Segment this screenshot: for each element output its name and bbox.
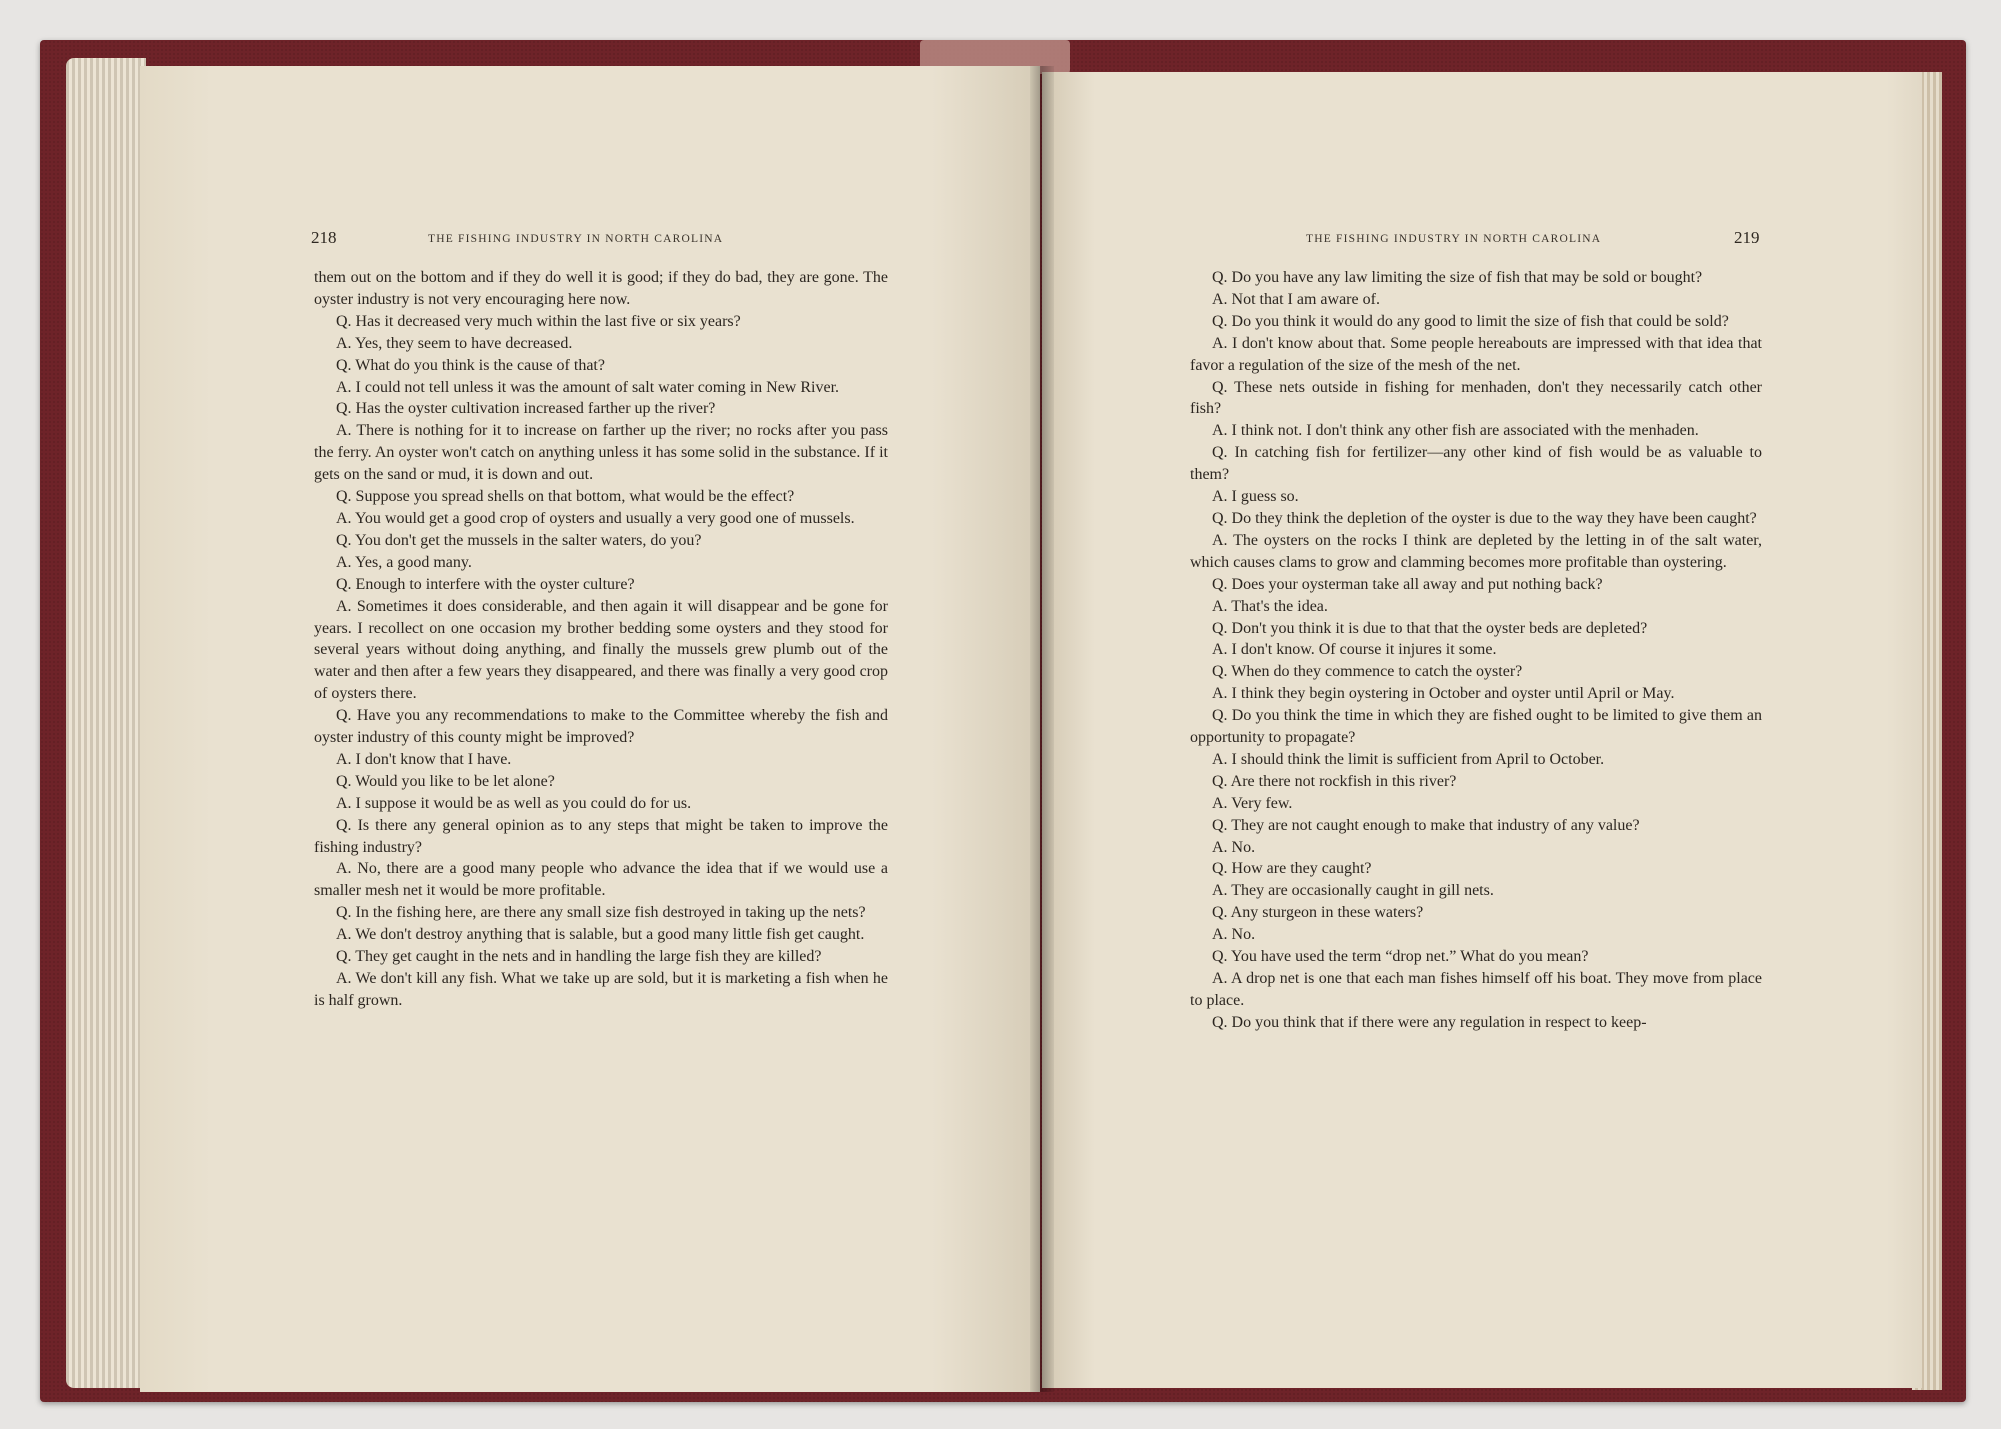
- gutter-shadow: [1030, 66, 1054, 1392]
- paragraph: A. Yes, a good many.: [336, 553, 472, 571]
- left-fore-edge: [66, 58, 146, 1388]
- paragraph: A. I should think the limit is sufficient from April to October.: [1212, 750, 1605, 768]
- paragraph: Q. Does your oysterman take all away and put nothing back?: [1212, 575, 1603, 593]
- paragraph: Q. You have used the term “drop net.” What do you mean?: [1212, 948, 1589, 966]
- right-page-text: [1190, 267, 1762, 1034]
- paragraph: Q. Are there not rockfish in this river?: [1212, 772, 1457, 790]
- paragraph: A. They are occasionally caught in gill nets.: [1212, 882, 1494, 900]
- paragraph: Q. They get caught in the nets and in handling the large fish they are killed?: [336, 948, 822, 966]
- paragraph: Q. Do you think it would do any good to limit the size of fish that could be sold?: [1212, 312, 1729, 330]
- paragraph: A. I think not. I don't think any other fish are associated with the menhaden.: [1212, 422, 1699, 440]
- paragraph: Q. Enough to interfere with the oyster culture?: [336, 575, 635, 593]
- paragraph: Q. Do they think the depletion of the oyster is due to the way they have been caught?: [1212, 509, 1757, 527]
- paragraph: Q. Has it decreased very much within the last five or six years?: [336, 312, 741, 330]
- paragraph: Q. Do you think that if there were any regulation in respect to keep-: [1212, 1013, 1647, 1031]
- paragraph: Q. You don't get the mussels in the salter waters, do you?: [336, 531, 702, 549]
- paragraph: them out on the bottom and if they do well it is good; if they do bad, they are gone. The oyster industry is not very encouraging here now.: [314, 269, 888, 308]
- paragraph: A. That's the idea.: [1212, 597, 1328, 615]
- left-page-number: 218: [311, 228, 337, 247]
- paragraph: A. I don't know about that. Some people hereabouts are impressed with that idea that favor a regulation of the size of the mesh of the net.: [1190, 334, 1762, 374]
- paragraph: A. Very few.: [1212, 794, 1293, 812]
- paragraph: A. A drop net is one that each man fishes himself off his boat. They move from place to place.: [1190, 970, 1762, 1009]
- paragraph: A. I don't know. Of course it injures it some.: [1212, 641, 1497, 659]
- paragraph: Q. Is there any general opinion as to any steps that might be taken to improve the fishing industry?: [314, 816, 888, 856]
- paragraph: Q. What do you think is the cause of that?: [336, 356, 605, 374]
- paragraph: A. No.: [1212, 838, 1256, 856]
- paragraph: Q. Any sturgeon in these waters?: [1212, 904, 1424, 922]
- paragraph: A. We don't kill any fish. What we take up are sold, but it is marketing a fish when he is half grown.: [314, 970, 888, 1009]
- paragraph: A. I guess so.: [1212, 488, 1299, 506]
- paragraph: Q. In the fishing here, are there any small size fish destroyed in taking up the nets?: [336, 904, 866, 922]
- paragraph: Q. Do you think the time in which they are fished ought to be limited to give them an opportunity to propagate?: [1190, 707, 1762, 747]
- paragraph: Q. How are they caught?: [1212, 860, 1372, 878]
- paragraph: Q. Has the oyster cultivation increased farther up the river?: [336, 400, 716, 418]
- paragraph: A. There is nothing for it to increase on farther up the river; no rocks after you pass the ferry. An oyster won't catch on anything unless it has some solid in the substance. If it gets on the sand or mud, it is down and out.: [314, 422, 888, 484]
- paragraph: Q. They are not caught enough to make that industry of any value?: [1212, 816, 1640, 834]
- paragraph: A. I think they begin oystering in October and oyster until April or May.: [1212, 685, 1675, 703]
- paragraph: A. I don't know that I have.: [336, 750, 512, 768]
- right-running-head: THE FISHING INDUSTRY IN NORTH CAROLINA: [1306, 233, 1602, 245]
- left-page-text: [314, 267, 888, 1012]
- left-running-head: THE FISHING INDUSTRY IN NORTH CAROLINA: [428, 233, 724, 245]
- paragraph: Q. Suppose you spread shells on that bottom, what would be the effect?: [336, 488, 795, 506]
- paragraph: A. We don't destroy anything that is salable, but a good many little fish get caught.: [336, 926, 865, 944]
- paragraph: A. Sometimes it does considerable, and then again it will disappear and be gone for years. I recollect on one occasion my brother bedding some oysters and they stood for several years without doing anything, and finally the mussels grew plumb out of the water and then after a few years they disappeared, and there was finally a very good crop of oysters there.: [314, 597, 888, 703]
- paragraph: Q. Have you any recommendations to make to the Committee whereby the fish and oyster industry of this county might be improved?: [314, 707, 888, 747]
- paragraph: Q. When do they commence to catch the oyster?: [1212, 663, 1523, 681]
- paragraph: A. No.: [1212, 926, 1256, 944]
- paragraph: A. Not that I am aware of.: [1212, 290, 1380, 308]
- paragraph: A. No, there are a good many people who advance the idea that if we would use a smaller mesh net it would be more profitable.: [314, 860, 888, 900]
- paragraph: Q. These nets outside in fishing for menhaden, don't they necessarily catch other fish?: [1190, 378, 1762, 418]
- paragraph: A. Yes, they seem to have decreased.: [336, 334, 573, 352]
- paragraph: A. I suppose it would be as well as you could do for us.: [336, 794, 692, 812]
- paragraph: A. I could not tell unless it was the amount of salt water coming in New River.: [336, 378, 840, 396]
- paragraph: A. The oysters on the rocks I think are depleted by the letting in of the salt water, which causes clams to grow and clamming becomes more profitable than oystering.: [1190, 531, 1762, 571]
- paragraph: Q. Don't you think it is due to that that the oyster beds are depleted?: [1212, 619, 1648, 637]
- paragraph: Q. Would you like to be let alone?: [336, 772, 555, 790]
- paragraph: Q. In catching fish for fertilizer—any other kind of fish would be as valuable to them?: [1190, 444, 1762, 484]
- paragraph: Q. Do you have any law limiting the size of fish that may be sold or bought?: [1212, 269, 1703, 286]
- right-page-number: 219: [1734, 228, 1760, 247]
- paragraph: A. You would get a good crop of oysters and usually a very good one of mussels.: [336, 509, 855, 527]
